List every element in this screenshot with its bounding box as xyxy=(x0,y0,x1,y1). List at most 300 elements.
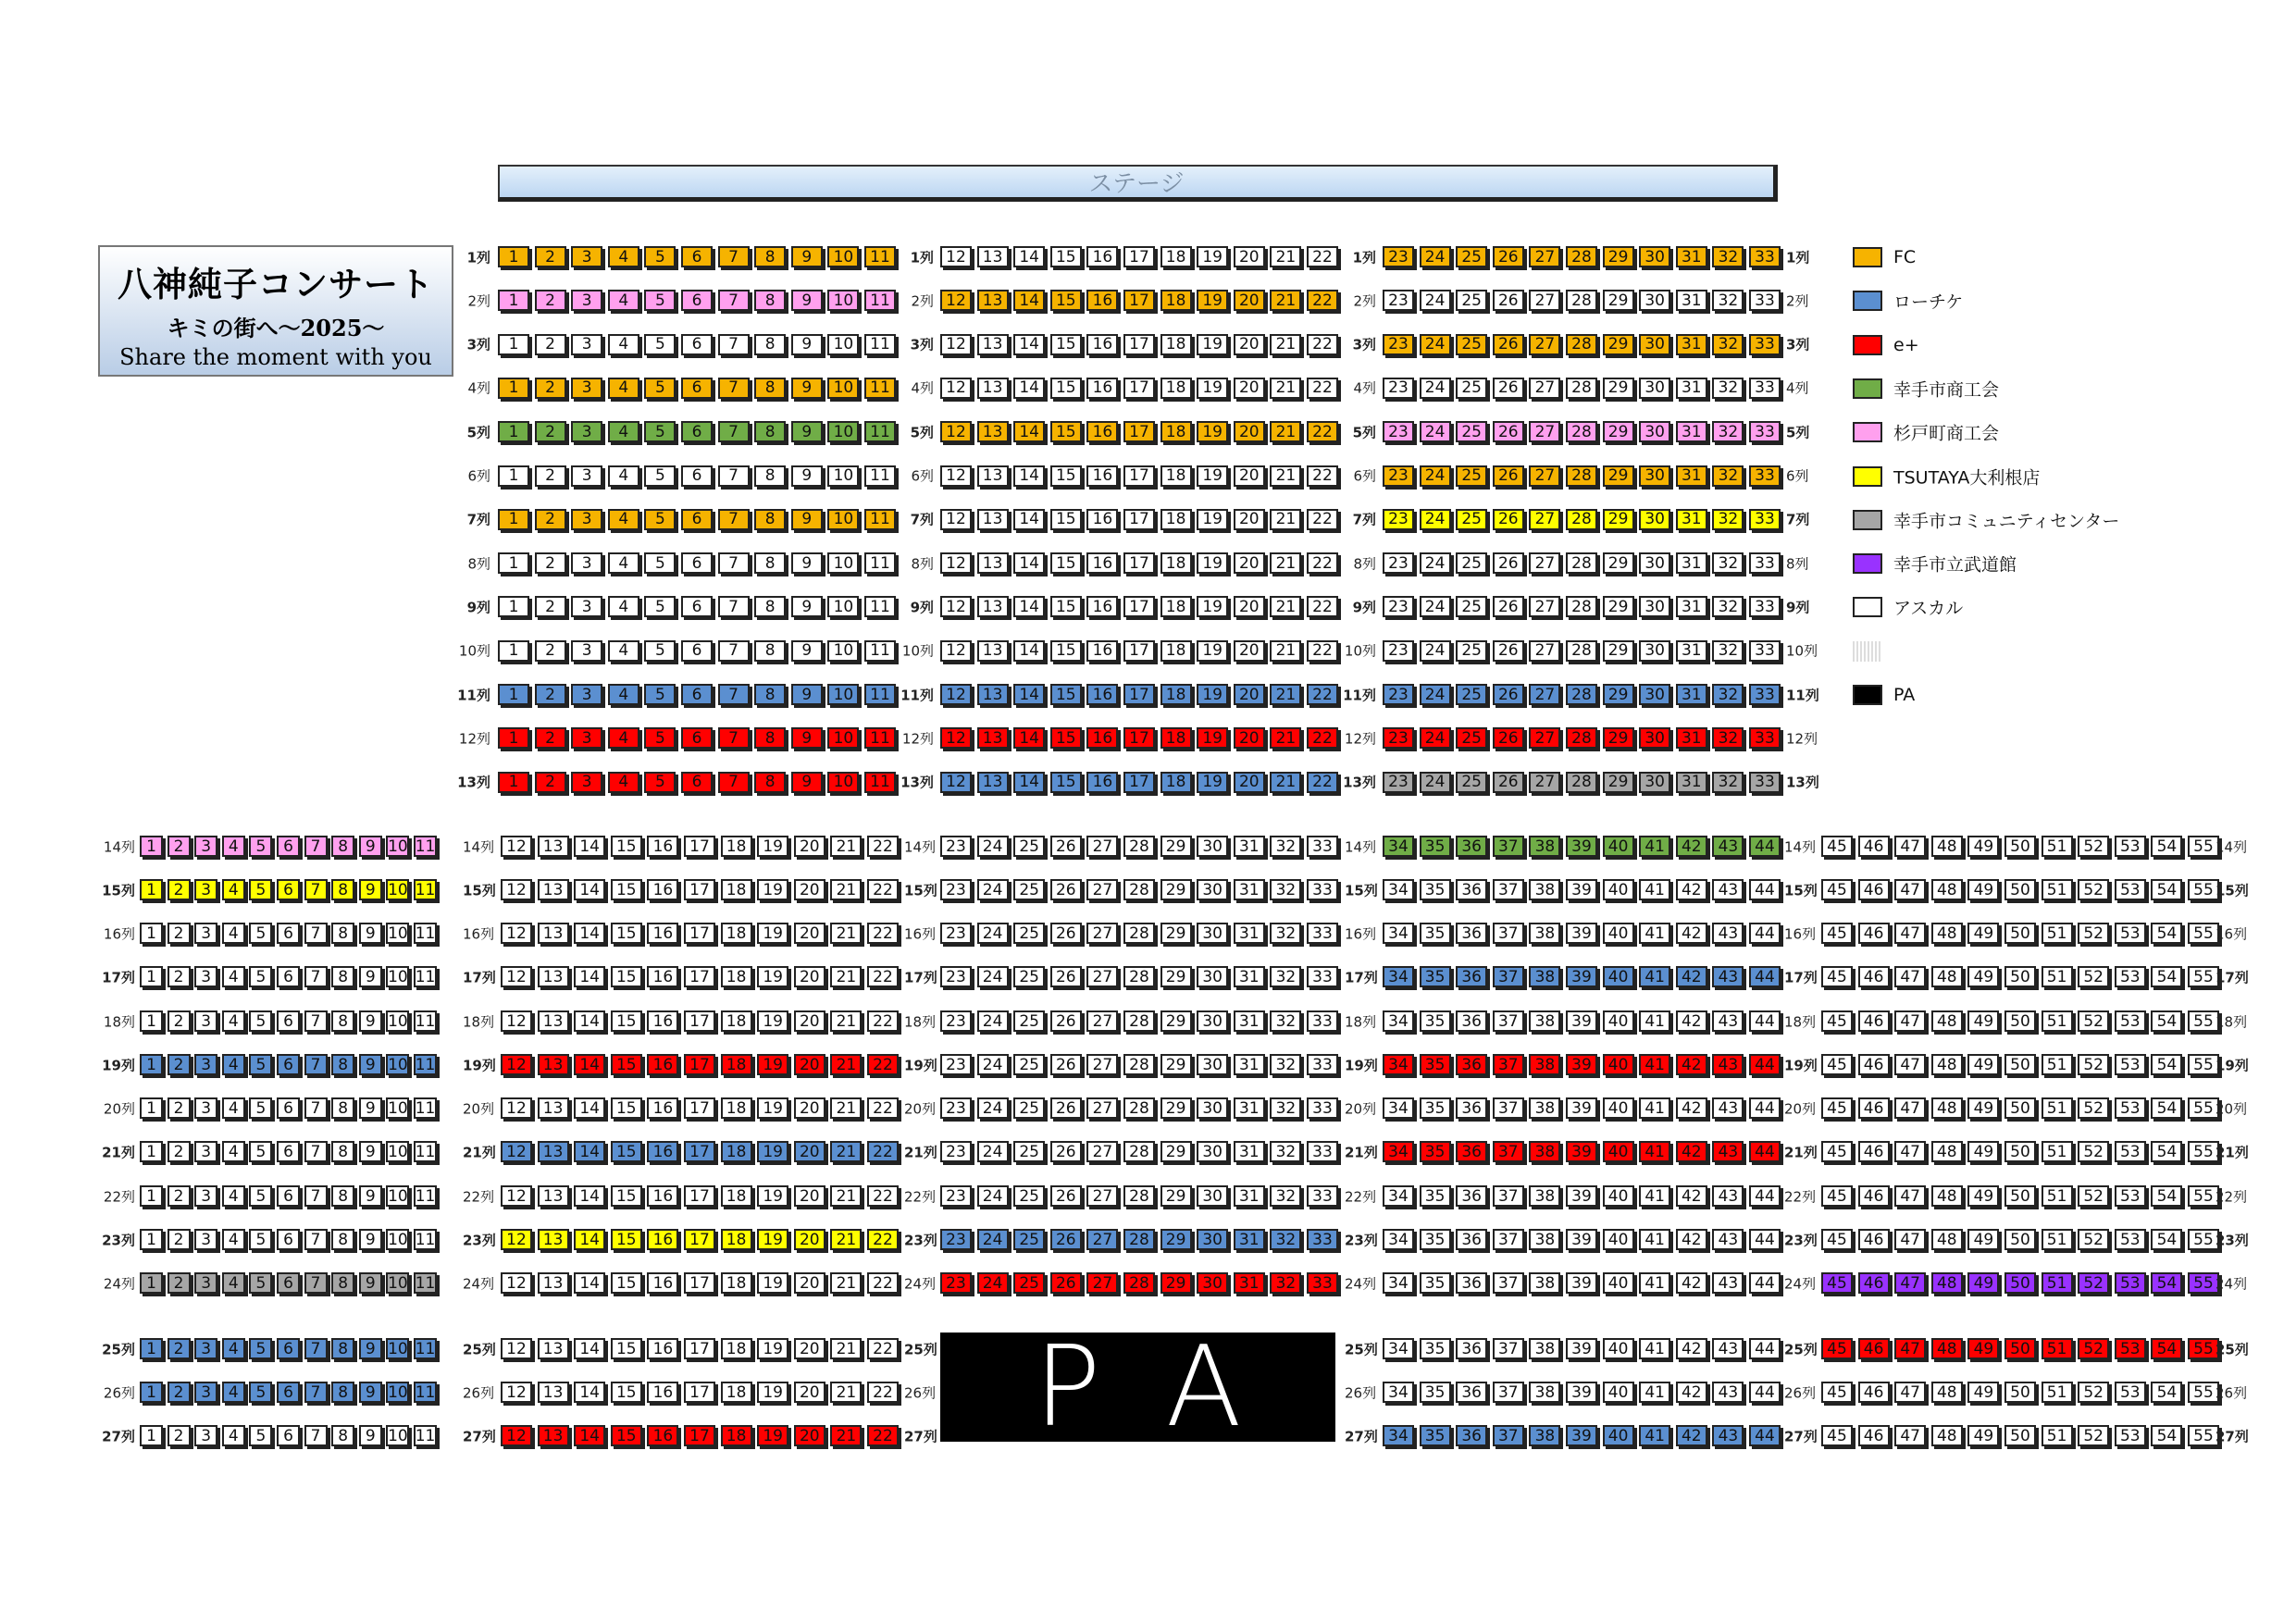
seat[interactable]: 13 xyxy=(538,1382,569,1403)
seat[interactable]: 5 xyxy=(249,879,272,900)
seat[interactable]: 45 xyxy=(1821,923,1853,944)
seat[interactable]: 51 xyxy=(2042,1141,2073,1162)
seat[interactable]: 23 xyxy=(1383,465,1414,487)
seat[interactable]: 1 xyxy=(140,1054,163,1075)
seat[interactable]: 11 xyxy=(864,246,896,267)
seat[interactable]: 17 xyxy=(684,1338,715,1359)
seat[interactable]: 51 xyxy=(2042,836,2073,857)
seat[interactable]: 5 xyxy=(644,246,676,267)
seat[interactable]: 16 xyxy=(647,1229,678,1250)
seat[interactable]: 5 xyxy=(249,1185,272,1207)
seat[interactable]: 16 xyxy=(647,1010,678,1032)
seat[interactable]: 22 xyxy=(867,966,899,987)
seat[interactable]: 28 xyxy=(1566,334,1597,355)
seat[interactable]: 17 xyxy=(684,1185,715,1207)
seat[interactable]: 8 xyxy=(331,879,354,900)
seat[interactable]: 55 xyxy=(2188,1185,2219,1207)
seat[interactable]: 18 xyxy=(1160,640,1192,662)
seat[interactable]: 28 xyxy=(1123,966,1155,987)
seat[interactable]: 37 xyxy=(1493,1229,1524,1250)
seat[interactable]: 43 xyxy=(1712,1229,1744,1250)
seat[interactable]: 3 xyxy=(194,836,217,857)
seat[interactable]: 22 xyxy=(867,1097,899,1119)
seat[interactable]: 20 xyxy=(1234,421,1265,442)
seat[interactable]: 20 xyxy=(1234,334,1265,355)
seat[interactable]: 34 xyxy=(1383,1097,1414,1119)
seat[interactable]: 29 xyxy=(1160,1229,1192,1250)
seat[interactable]: 11 xyxy=(864,421,896,442)
seat[interactable]: 5 xyxy=(644,684,676,705)
seat[interactable]: 34 xyxy=(1383,836,1414,857)
seat[interactable]: 30 xyxy=(1639,246,1670,267)
seat[interactable]: 51 xyxy=(2042,1054,2073,1075)
seat[interactable]: 13 xyxy=(538,836,569,857)
seat[interactable]: 1 xyxy=(498,465,529,487)
seat[interactable]: 2 xyxy=(168,1097,191,1119)
seat[interactable]: 28 xyxy=(1123,836,1155,857)
seat[interactable]: 11 xyxy=(415,1273,436,1293)
seat[interactable]: 28 xyxy=(1566,684,1597,705)
seat[interactable]: 13 xyxy=(977,334,1009,355)
seat[interactable]: 35 xyxy=(1420,836,1451,857)
seat[interactable]: 23 xyxy=(940,836,972,857)
seat[interactable]: 15 xyxy=(1050,378,1082,399)
seat[interactable]: 12 xyxy=(940,684,972,705)
seat[interactable]: 27 xyxy=(1086,836,1118,857)
seat[interactable]: 30 xyxy=(1639,509,1670,530)
seat[interactable]: 31 xyxy=(1676,640,1707,662)
seat[interactable]: 19 xyxy=(1197,552,1228,574)
seat[interactable]: 29 xyxy=(1603,727,1634,749)
seat[interactable]: 16 xyxy=(1086,509,1118,530)
seat[interactable]: 15 xyxy=(611,1229,642,1250)
seat[interactable]: 25 xyxy=(1013,1010,1045,1032)
seat[interactable]: 15 xyxy=(1050,552,1082,574)
seat[interactable]: 20 xyxy=(794,836,825,857)
seat[interactable]: 53 xyxy=(2115,1097,2146,1119)
seat[interactable]: 8 xyxy=(331,1229,354,1250)
seat[interactable]: 35 xyxy=(1420,1338,1451,1359)
seat[interactable]: 3 xyxy=(194,1097,217,1119)
seat[interactable]: 25 xyxy=(1456,509,1487,530)
seat[interactable]: 9 xyxy=(791,246,823,267)
seat[interactable]: 33 xyxy=(1749,334,1781,355)
seat[interactable]: 25 xyxy=(1456,552,1487,574)
seat[interactable]: 20 xyxy=(794,879,825,900)
seat[interactable]: 53 xyxy=(2115,923,2146,944)
seat[interactable]: 17 xyxy=(684,1272,715,1294)
seat[interactable]: 44 xyxy=(1749,1229,1781,1250)
seat[interactable]: 24 xyxy=(1420,596,1451,617)
seat[interactable]: 36 xyxy=(1456,1097,1487,1119)
seat[interactable]: 48 xyxy=(1931,1141,1963,1162)
seat[interactable]: 18 xyxy=(1160,465,1192,487)
seat[interactable]: 45 xyxy=(1821,1141,1853,1162)
seat[interactable]: 36 xyxy=(1456,1229,1487,1250)
seat[interactable]: 24 xyxy=(1420,772,1451,793)
seat[interactable]: 24 xyxy=(977,1097,1009,1119)
seat[interactable]: 10 xyxy=(827,334,859,355)
seat[interactable]: 8 xyxy=(754,552,786,574)
seat[interactable]: 3 xyxy=(194,1054,217,1075)
seat[interactable]: 19 xyxy=(757,1185,788,1207)
seat[interactable]: 49 xyxy=(1967,923,1999,944)
seat[interactable]: 32 xyxy=(1712,640,1744,662)
seat[interactable]: 33 xyxy=(1749,772,1781,793)
seat[interactable]: 12 xyxy=(940,552,972,574)
seat[interactable]: 5 xyxy=(249,1229,272,1250)
seat[interactable]: 55 xyxy=(2188,879,2219,900)
seat[interactable]: 36 xyxy=(1456,1141,1487,1162)
seat[interactable]: 19 xyxy=(1197,421,1228,442)
seat[interactable]: 5 xyxy=(644,290,676,311)
seat[interactable]: 20 xyxy=(1234,509,1265,530)
seat[interactable]: 44 xyxy=(1749,1425,1781,1446)
seat[interactable]: 9 xyxy=(791,465,823,487)
seat[interactable]: 31 xyxy=(1676,290,1707,311)
seat[interactable]: 53 xyxy=(2115,879,2146,900)
seat[interactable]: 17 xyxy=(684,1097,715,1119)
seat[interactable]: 48 xyxy=(1931,1272,1963,1294)
seat[interactable]: 54 xyxy=(2151,836,2182,857)
seat[interactable]: 7 xyxy=(304,1229,328,1250)
seat[interactable]: 4 xyxy=(222,1382,245,1403)
seat[interactable]: 36 xyxy=(1456,1054,1487,1075)
seat[interactable]: 35 xyxy=(1420,1141,1451,1162)
seat[interactable]: 45 xyxy=(1821,1097,1853,1119)
seat[interactable]: 39 xyxy=(1566,836,1597,857)
seat[interactable]: 14 xyxy=(574,1185,605,1207)
seat[interactable]: 34 xyxy=(1383,923,1414,944)
seat[interactable]: 19 xyxy=(1197,290,1228,311)
seat[interactable]: 11 xyxy=(864,684,896,705)
seat[interactable]: 7 xyxy=(304,1054,328,1075)
seat[interactable]: 40 xyxy=(1603,1425,1634,1446)
seat[interactable]: 26 xyxy=(1493,378,1524,399)
seat[interactable]: 16 xyxy=(647,1338,678,1359)
seat[interactable]: 4 xyxy=(222,1229,245,1250)
seat[interactable]: 22 xyxy=(1307,552,1338,574)
seat[interactable]: 7 xyxy=(718,509,750,530)
seat[interactable]: 2 xyxy=(168,1054,191,1075)
seat[interactable]: 40 xyxy=(1603,879,1634,900)
seat[interactable]: 5 xyxy=(249,966,272,987)
seat[interactable]: 40 xyxy=(1603,1097,1634,1119)
seat[interactable]: 14 xyxy=(574,1010,605,1032)
seat[interactable]: 44 xyxy=(1749,836,1781,857)
seat[interactable]: 24 xyxy=(977,923,1009,944)
seat[interactable]: 45 xyxy=(1821,1185,1853,1207)
seat[interactable]: 47 xyxy=(1894,966,1926,987)
seat[interactable]: 28 xyxy=(1566,727,1597,749)
seat[interactable]: 31 xyxy=(1676,509,1707,530)
seat[interactable]: 52 xyxy=(2078,1097,2109,1119)
seat[interactable]: 5 xyxy=(644,552,676,574)
seat[interactable]: 33 xyxy=(1749,465,1781,487)
seat[interactable]: 9 xyxy=(791,290,823,311)
seat[interactable]: 38 xyxy=(1529,923,1560,944)
seat[interactable]: 18 xyxy=(721,1054,752,1075)
seat[interactable]: 16 xyxy=(1086,334,1118,355)
seat[interactable]: 34 xyxy=(1383,1425,1414,1446)
seat[interactable]: 27 xyxy=(1529,552,1560,574)
seat[interactable]: 14 xyxy=(574,923,605,944)
seat[interactable]: 45 xyxy=(1821,879,1853,900)
seat[interactable]: 14 xyxy=(574,966,605,987)
seat[interactable]: 3 xyxy=(571,640,602,662)
seat[interactable]: 2 xyxy=(168,879,191,900)
seat[interactable]: 15 xyxy=(611,1382,642,1403)
seat[interactable]: 7 xyxy=(304,1382,328,1403)
seat[interactable]: 17 xyxy=(1123,727,1155,749)
seat[interactable]: 8 xyxy=(331,836,354,857)
seat[interactable]: 39 xyxy=(1566,1229,1597,1250)
seat[interactable]: 7 xyxy=(304,923,328,944)
seat[interactable]: 14 xyxy=(1013,640,1045,662)
seat[interactable]: 21 xyxy=(830,1382,862,1403)
seat[interactable]: 18 xyxy=(1160,378,1192,399)
seat[interactable]: 30 xyxy=(1639,772,1670,793)
seat[interactable]: 26 xyxy=(1493,509,1524,530)
seat[interactable]: 23 xyxy=(940,1272,972,1294)
seat[interactable]: 8 xyxy=(754,640,786,662)
seat[interactable]: 11 xyxy=(864,596,896,617)
seat[interactable]: 41 xyxy=(1639,1338,1670,1359)
seat[interactable]: 17 xyxy=(1123,334,1155,355)
seat[interactable]: 17 xyxy=(1123,509,1155,530)
seat[interactable]: 30 xyxy=(1197,1010,1228,1032)
seat[interactable]: 15 xyxy=(611,1054,642,1075)
seat[interactable]: 49 xyxy=(1967,836,1999,857)
seat[interactable]: 33 xyxy=(1307,1229,1338,1250)
seat[interactable]: 3 xyxy=(194,879,217,900)
seat[interactable]: 33 xyxy=(1749,640,1781,662)
seat[interactable]: 26 xyxy=(1050,966,1082,987)
seat[interactable]: 12 xyxy=(940,246,972,267)
seat[interactable]: 13 xyxy=(977,684,1009,705)
seat[interactable]: 42 xyxy=(1676,836,1707,857)
seat[interactable]: 26 xyxy=(1493,465,1524,487)
seat[interactable]: 32 xyxy=(1270,1272,1301,1294)
seat[interactable]: 7 xyxy=(718,772,750,793)
seat[interactable]: 15 xyxy=(611,1272,642,1294)
seat[interactable]: 25 xyxy=(1013,1097,1045,1119)
seat[interactable]: 13 xyxy=(538,1141,569,1162)
seat[interactable]: 6 xyxy=(277,1272,300,1294)
seat[interactable]: 9 xyxy=(359,836,382,857)
seat[interactable]: 30 xyxy=(1197,1272,1228,1294)
seat[interactable]: 17 xyxy=(1123,552,1155,574)
seat[interactable]: 35 xyxy=(1420,923,1451,944)
seat[interactable]: 36 xyxy=(1456,1272,1487,1294)
seat[interactable]: 20 xyxy=(794,1097,825,1119)
seat[interactable]: 10 xyxy=(388,924,408,943)
seat[interactable]: 14 xyxy=(1013,246,1045,267)
seat[interactable]: 9 xyxy=(791,378,823,399)
seat[interactable]: 30 xyxy=(1639,290,1670,311)
seat[interactable]: 29 xyxy=(1160,836,1192,857)
seat[interactable]: 44 xyxy=(1749,966,1781,987)
seat[interactable]: 33 xyxy=(1307,1010,1338,1032)
seat[interactable]: 31 xyxy=(1234,1097,1265,1119)
seat[interactable]: 17 xyxy=(684,1382,715,1403)
seat[interactable]: 54 xyxy=(2151,1010,2182,1032)
seat[interactable]: 1 xyxy=(140,879,163,900)
seat[interactable]: 25 xyxy=(1456,596,1487,617)
seat[interactable]: 50 xyxy=(2004,923,2036,944)
seat[interactable]: 14 xyxy=(1013,421,1045,442)
seat[interactable]: 42 xyxy=(1676,1097,1707,1119)
seat[interactable]: 47 xyxy=(1894,1229,1926,1250)
seat[interactable]: 23 xyxy=(1383,684,1414,705)
seat[interactable]: 30 xyxy=(1197,1097,1228,1119)
seat[interactable]: 29 xyxy=(1603,772,1634,793)
seat[interactable]: 39 xyxy=(1566,966,1597,987)
seat[interactable]: 13 xyxy=(977,727,1009,749)
seat[interactable]: 10 xyxy=(827,378,859,399)
seat[interactable]: 8 xyxy=(754,596,786,617)
seat[interactable]: 38 xyxy=(1529,1141,1560,1162)
seat[interactable]: 14 xyxy=(574,1272,605,1294)
seat[interactable]: 18 xyxy=(721,1272,752,1294)
seat[interactable]: 16 xyxy=(1086,552,1118,574)
seat[interactable]: 20 xyxy=(794,1272,825,1294)
seat[interactable]: 4 xyxy=(608,378,639,399)
seat[interactable]: 43 xyxy=(1712,1425,1744,1446)
seat[interactable]: 5 xyxy=(249,1097,272,1119)
seat[interactable]: 2 xyxy=(168,1382,191,1403)
seat[interactable]: 9 xyxy=(791,684,823,705)
seat[interactable]: 19 xyxy=(1197,684,1228,705)
seat[interactable]: 27 xyxy=(1529,772,1560,793)
seat[interactable]: 7 xyxy=(718,334,750,355)
seat[interactable]: 20 xyxy=(794,1054,825,1075)
seat[interactable]: 1 xyxy=(498,772,529,793)
seat[interactable]: 16 xyxy=(647,1141,678,1162)
seat[interactable]: 16 xyxy=(1086,640,1118,662)
seat[interactable]: 11 xyxy=(864,640,896,662)
seat[interactable]: 47 xyxy=(1894,1338,1926,1359)
seat[interactable]: 35 xyxy=(1420,966,1451,987)
seat[interactable]: 49 xyxy=(1967,1010,1999,1032)
seat[interactable]: 52 xyxy=(2078,879,2109,900)
seat[interactable]: 33 xyxy=(1307,1272,1338,1294)
seat[interactable]: 34 xyxy=(1383,1141,1414,1162)
seat[interactable]: 26 xyxy=(1050,1054,1082,1075)
seat[interactable]: 15 xyxy=(611,923,642,944)
seat[interactable]: 40 xyxy=(1603,923,1634,944)
seat[interactable]: 8 xyxy=(331,1338,354,1359)
seat[interactable]: 4 xyxy=(222,1141,245,1162)
seat[interactable]: 5 xyxy=(644,334,676,355)
seat[interactable]: 3 xyxy=(194,966,217,987)
seat[interactable]: 8 xyxy=(754,772,786,793)
seat[interactable]: 31 xyxy=(1234,923,1265,944)
seat[interactable]: 25 xyxy=(1013,1054,1045,1075)
seat[interactable]: 12 xyxy=(501,1425,532,1446)
seat[interactable]: 54 xyxy=(2151,1141,2182,1162)
seat[interactable]: 20 xyxy=(794,1010,825,1032)
seat[interactable]: 16 xyxy=(1086,378,1118,399)
seat[interactable]: 21 xyxy=(830,1010,862,1032)
seat[interactable]: 24 xyxy=(977,1010,1009,1032)
seat[interactable]: 1 xyxy=(498,596,529,617)
seat[interactable]: 1 xyxy=(498,727,529,749)
seat[interactable]: 22 xyxy=(1307,421,1338,442)
seat[interactable]: 15 xyxy=(1050,772,1082,793)
seat[interactable]: 15 xyxy=(611,1338,642,1359)
seat[interactable]: 7 xyxy=(718,640,750,662)
seat[interactable]: 5 xyxy=(644,640,676,662)
seat[interactable]: 4 xyxy=(608,421,639,442)
seat[interactable]: 6 xyxy=(681,290,713,311)
seat[interactable]: 23 xyxy=(1383,509,1414,530)
seat[interactable]: 53 xyxy=(2115,1272,2146,1294)
seat[interactable]: 5 xyxy=(249,1010,272,1032)
seat[interactable]: 11 xyxy=(864,290,896,311)
seat[interactable]: 48 xyxy=(1931,879,1963,900)
seat[interactable]: 16 xyxy=(647,1425,678,1446)
seat[interactable]: 7 xyxy=(718,421,750,442)
seat[interactable]: 12 xyxy=(501,1141,532,1162)
seat[interactable]: 4 xyxy=(222,966,245,987)
seat[interactable]: 39 xyxy=(1566,923,1597,944)
seat[interactable]: 28 xyxy=(1566,509,1597,530)
seat[interactable]: 5 xyxy=(644,465,676,487)
seat[interactable]: 37 xyxy=(1493,1097,1524,1119)
seat[interactable]: 15 xyxy=(1050,509,1082,530)
seat[interactable]: 41 xyxy=(1639,879,1670,900)
seat[interactable]: 6 xyxy=(277,1097,300,1119)
seat[interactable]: 20 xyxy=(1234,772,1265,793)
seat[interactable]: 15 xyxy=(1050,421,1082,442)
seat[interactable]: 15 xyxy=(1050,684,1082,705)
seat[interactable]: 45 xyxy=(1821,836,1853,857)
seat[interactable]: 12 xyxy=(501,1185,532,1207)
seat[interactable]: 27 xyxy=(1086,1054,1118,1075)
seat[interactable]: 26 xyxy=(1050,879,1082,900)
seat[interactable]: 46 xyxy=(1858,879,1890,900)
seat[interactable]: 40 xyxy=(1603,836,1634,857)
seat[interactable]: 6 xyxy=(681,772,713,793)
seat[interactable]: 10 xyxy=(827,727,859,749)
seat[interactable]: 20 xyxy=(794,1141,825,1162)
seat[interactable]: 4 xyxy=(608,640,639,662)
seat[interactable]: 8 xyxy=(331,1185,354,1207)
seat[interactable]: 20 xyxy=(794,1425,825,1446)
seat[interactable]: 13 xyxy=(977,465,1009,487)
seat[interactable]: 31 xyxy=(1234,1054,1265,1075)
seat[interactable]: 13 xyxy=(538,1229,569,1250)
seat[interactable]: 30 xyxy=(1639,421,1670,442)
seat[interactable]: 45 xyxy=(1821,1054,1853,1075)
seat[interactable]: 42 xyxy=(1676,1054,1707,1075)
seat[interactable]: 41 xyxy=(1639,1229,1670,1250)
seat[interactable]: 27 xyxy=(1529,290,1560,311)
seat[interactable]: 2 xyxy=(168,923,191,944)
seat[interactable]: 53 xyxy=(2115,1185,2146,1207)
seat[interactable]: 21 xyxy=(1270,334,1301,355)
seat[interactable]: 10 xyxy=(827,290,859,311)
seat[interactable]: 31 xyxy=(1234,1141,1265,1162)
seat[interactable]: 3 xyxy=(194,1010,217,1032)
seat[interactable]: 30 xyxy=(1197,879,1228,900)
seat[interactable]: 4 xyxy=(608,290,639,311)
seat[interactable]: 28 xyxy=(1566,772,1597,793)
seat[interactable]: 7 xyxy=(304,836,328,857)
seat[interactable]: 24 xyxy=(1420,552,1451,574)
seat[interactable]: 31 xyxy=(1676,596,1707,617)
